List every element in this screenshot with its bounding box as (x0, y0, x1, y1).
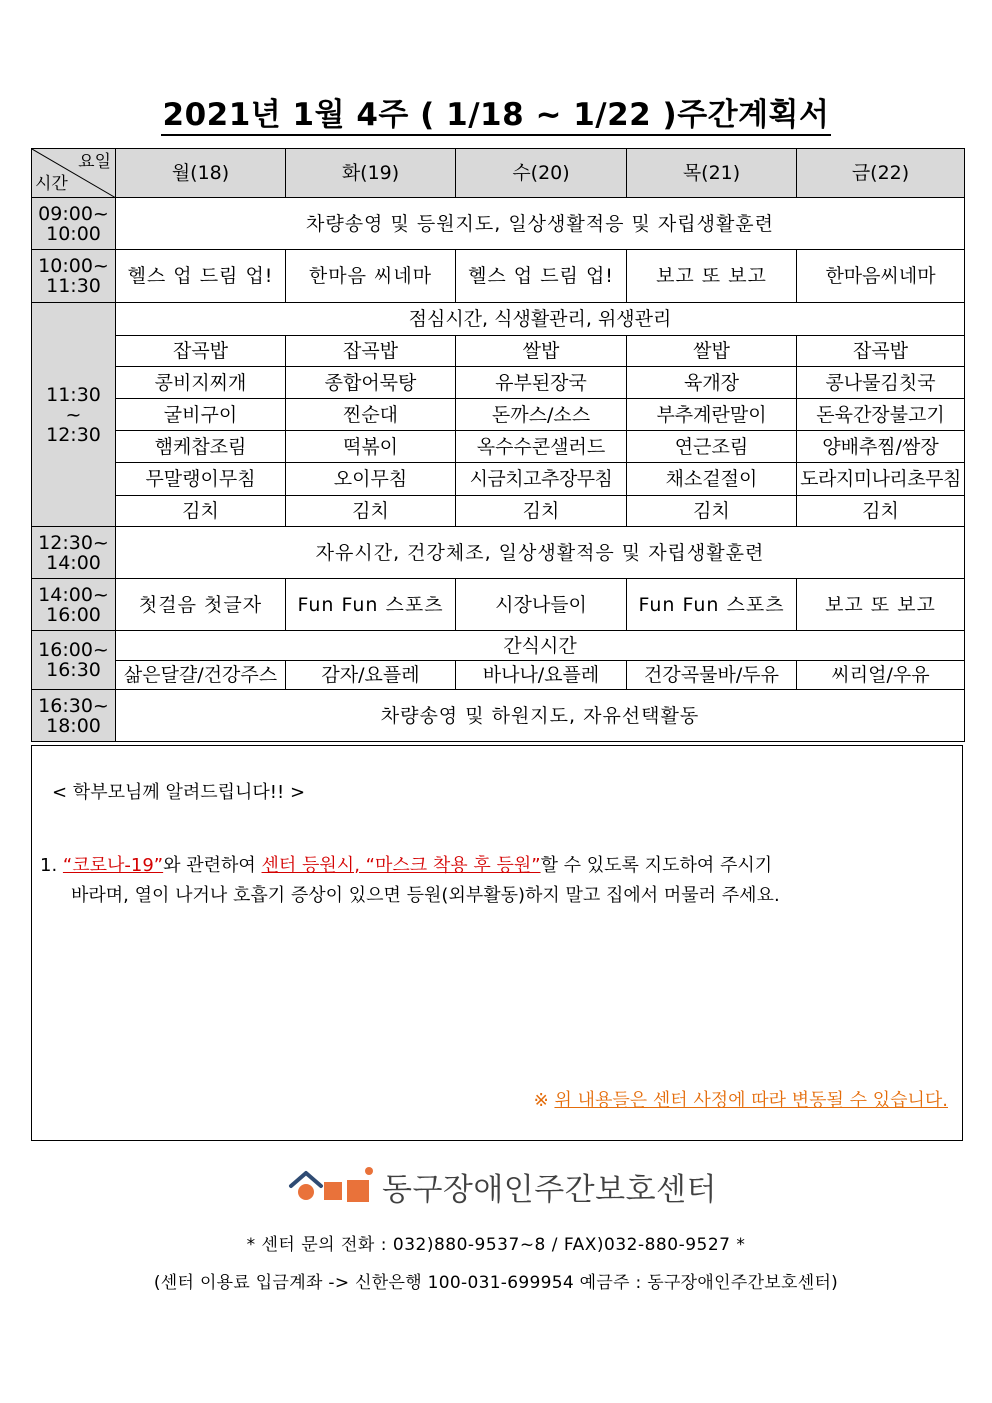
time-start: 16:00~ (38, 639, 109, 661)
menu-item: 김치 (627, 496, 797, 527)
notice-covid-text: “코로나-19” (62, 855, 164, 876)
day-header-wed: 수(20) (456, 149, 627, 198)
time-end: 12:30 (46, 423, 101, 446)
notice-text: 와 관련하여 (163, 855, 262, 876)
menu-row-side2 (32, 463, 965, 496)
time-end: 14:00 (46, 551, 101, 574)
time-start: 12:30~ (38, 531, 109, 554)
notice-disclaimer (534, 1086, 948, 1112)
time-end: 18:00 (46, 714, 101, 737)
schedule-row-1000 (32, 250, 965, 303)
org-name: 동구장애인주간보호센터 (382, 1171, 717, 1208)
page-title-text: 2021년 1월 4주 ( 1/18 ~ 1/22 )주간계획서 (161, 96, 832, 136)
notice-body (40, 851, 780, 911)
snack-title-row (32, 631, 965, 661)
time-cell (32, 198, 116, 250)
corner-cell (32, 149, 116, 198)
snack-title: 간식시간 (116, 631, 965, 661)
menu-item: 부추계란말이 (627, 399, 797, 431)
menu-row-main (32, 399, 965, 431)
corner-time-label: 시간 (35, 174, 68, 194)
time-start: 14:00~ (38, 583, 109, 606)
notice-heading: < 학부모님께 알려드립니다!! > (52, 782, 306, 803)
menu-item: 김치 (116, 496, 286, 527)
contact-info: * 센터 문의 전화 : 032)880-9537~8 / FAX)032-880-9527 * (246, 1235, 746, 1255)
menu-item: 양배추찜/쌈장 (797, 431, 965, 463)
menu-item: 콩나물김칫국 (797, 367, 965, 399)
menu-item: 햄케찹조림 (116, 431, 286, 463)
menu-item: 쌀밥 (627, 336, 797, 367)
menu-item: 종합어묵탕 (286, 367, 456, 399)
menu-item: 연근조림 (627, 431, 797, 463)
menu-item: 육개장 (627, 367, 797, 399)
notice-line-1 (40, 851, 780, 881)
activity-cell: Fun Fun 스포츠 (627, 579, 797, 631)
time-cell (32, 690, 116, 742)
activity-cell: 한마음 씨네마 (286, 250, 456, 303)
menu-item: 콩비지찌개 (116, 367, 286, 399)
day-header-tue: 화(19) (286, 149, 456, 198)
weekly-schedule-table (31, 148, 965, 742)
activity-cell: 차량송영 및 등원지도, 일상생활적응 및 자립생활훈련 (116, 198, 965, 250)
menu-item: 김치 (456, 496, 627, 527)
notice-line-2: 바라며, 열이 나거나 호흡기 증상이 있으면 등원(외부활동)하지 말고 집에서 머물러 주세요. (71, 885, 780, 906)
snack-item: 건강곡물바/두유 (627, 661, 797, 690)
menu-item: 굴비구이 (116, 399, 286, 431)
time-separator: ~ (65, 403, 82, 426)
snack-item: 삶은달걀/건강주스 (116, 661, 286, 690)
time-cell (32, 250, 116, 303)
activity-cell: 한마음씨네마 (797, 250, 965, 303)
activity-cell: 자유시간, 건강체조, 일상생활적응 및 자립생활훈련 (116, 527, 965, 579)
menu-item: 잡곡밥 (797, 336, 965, 367)
menu-row-kimchi (32, 496, 965, 527)
disclaimer-text: 위 내용들은 센터 사정에 따라 변동될 수 있습니다. (554, 1090, 948, 1111)
house-logo-icon (288, 1166, 374, 1206)
time-end: 11:30 (46, 275, 101, 297)
time-end: 16:00 (46, 603, 101, 626)
schedule-row-1230 (32, 527, 965, 579)
menu-item: 잡곡밥 (116, 336, 286, 367)
time-end: 10:00 (46, 222, 101, 245)
menu-item: 김치 (286, 496, 456, 527)
activity-cell: 헬스 업 드림 업! (116, 250, 286, 303)
notice-text: 할 수 있도록 지도하여 주시기 (540, 855, 773, 876)
menu-item: 유부된장국 (456, 367, 627, 399)
menu-item: 무말랭이무침 (116, 463, 286, 496)
menu-item: 돈까스/소스 (456, 399, 627, 431)
parent-notice-box (31, 745, 963, 1141)
activity-cell: 보고 또 보고 (797, 579, 965, 631)
menu-row-side1 (32, 431, 965, 463)
time-cell (32, 579, 116, 631)
org-logo (288, 1163, 717, 1209)
day-header-mon: 월(18) (116, 149, 286, 198)
time-start: 10:00~ (38, 255, 109, 277)
menu-item: 잡곡밥 (286, 336, 456, 367)
day-header-thu: 목(21) (627, 149, 797, 198)
time-start: 09:00~ (38, 202, 109, 225)
menu-item: 오이무침 (286, 463, 456, 496)
snack-item: 바나나/요플레 (456, 661, 627, 690)
notice-item-number: 1. (40, 855, 58, 876)
activity-cell: 헬스 업 드림 업! (456, 250, 627, 303)
activity-cell: 보고 또 보고 (627, 250, 797, 303)
account-info: (센터 이용료 입금계좌 -> 신한은행 100-031-699954 예금주 : 동구장애인주간보호센터) (153, 1273, 839, 1293)
snack-row (32, 661, 965, 690)
snack-item: 씨리얼/우유 (797, 661, 965, 690)
schedule-row-1400 (32, 579, 965, 631)
time-cell (32, 631, 116, 690)
schedule-row-1630 (32, 690, 965, 742)
time-end: 16:30 (46, 659, 101, 681)
menu-item: 도라지미나리초무침 (797, 463, 965, 496)
time-cell (32, 303, 116, 527)
time-start: 11:30 (46, 383, 101, 406)
snack-item: 감자/요플레 (286, 661, 456, 690)
menu-row-rice (32, 336, 965, 367)
menu-item: 시금치고추장무침 (456, 463, 627, 496)
menu-item: 김치 (797, 496, 965, 527)
menu-item: 쌀밥 (456, 336, 627, 367)
menu-item: 돈육간장불고기 (797, 399, 965, 431)
lunch-title: 점심시간, 식생활관리, 위생관리 (116, 303, 965, 336)
day-header-fri: 금(22) (797, 149, 965, 198)
activity-cell: 첫걸음 첫글자 (116, 579, 286, 631)
corner-day-label: 요일 (78, 152, 111, 172)
menu-item: 찐순대 (286, 399, 456, 431)
notice-mask-text: 센터 등원시, “마스크 착용 후 등원” (261, 855, 541, 876)
time-cell (32, 527, 116, 579)
header-row (32, 149, 965, 198)
menu-row-soup (32, 367, 965, 399)
reference-mark: ※ (533, 1090, 549, 1111)
menu-item: 채소겉절이 (627, 463, 797, 496)
activity-cell: 차량송영 및 하원지도, 자유선택활동 (116, 690, 965, 742)
schedule-row-0900 (32, 198, 965, 250)
activity-cell: Fun Fun 스포츠 (286, 579, 456, 631)
lunch-title-row (32, 303, 965, 336)
activity-cell: 시장나들이 (456, 579, 627, 631)
time-start: 16:30~ (38, 694, 109, 717)
menu-item: 옥수수콘샐러드 (456, 431, 627, 463)
menu-item: 떡볶이 (286, 431, 456, 463)
page-title (0, 96, 992, 136)
